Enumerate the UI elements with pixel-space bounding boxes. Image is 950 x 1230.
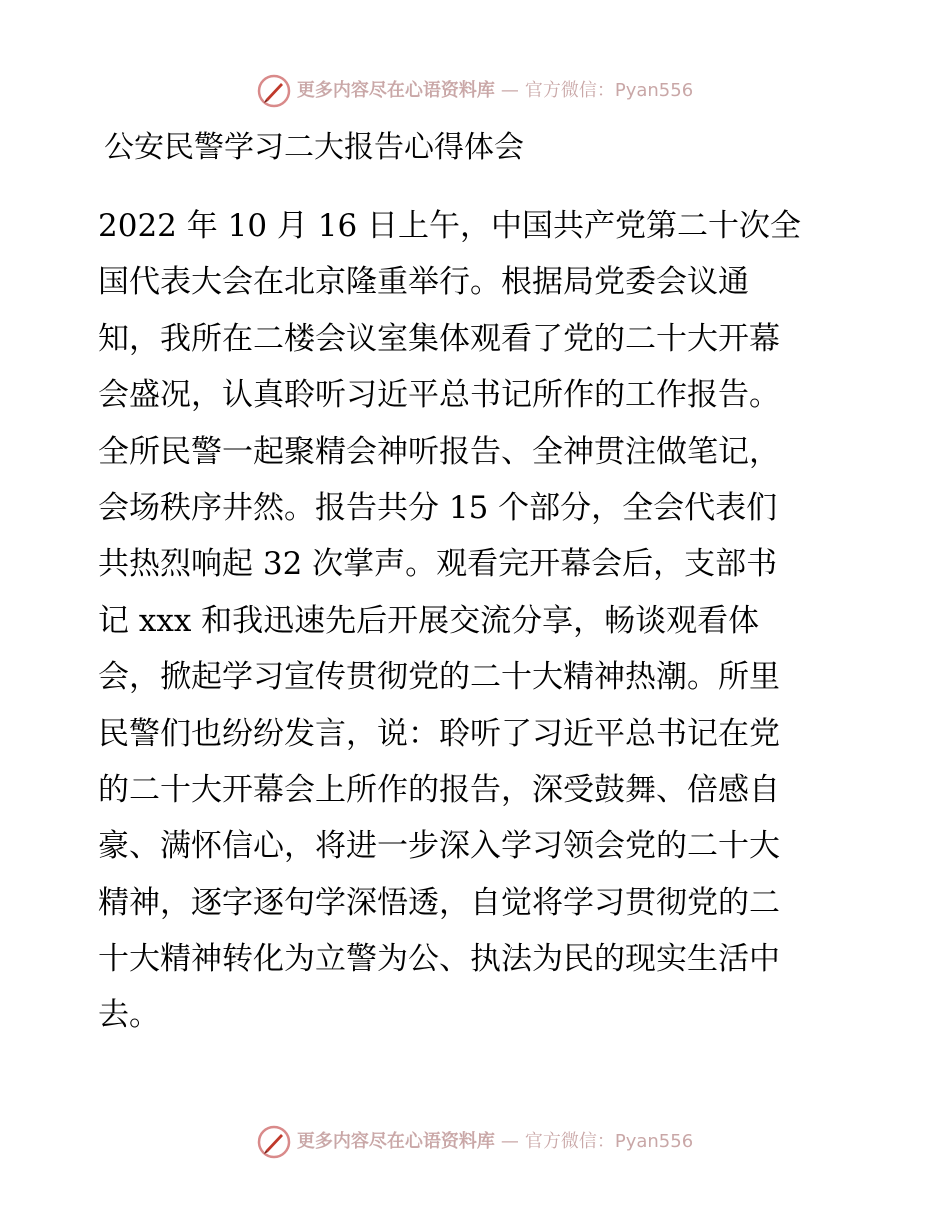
- watermark-separator: —: [500, 80, 519, 101]
- body-line: 去。: [98, 997, 160, 1034]
- body-line: 记 xxx 和我迅速先后开展交流分享，畅谈观看体: [98, 602, 760, 639]
- body-line: 民警们也纷纷发言，说：聆听了习近平总书记在党: [98, 715, 780, 752]
- quill-logo-icon: [257, 1125, 291, 1159]
- body-line: 豪、满怀信心，将进一步深入学习领会党的二十大: [98, 828, 780, 865]
- body-line: 的二十大开幕会上所作的报告，深受鼓舞、倍感自: [98, 771, 780, 808]
- watermark-wechat-text: 官方微信：Pyan556: [524, 1131, 694, 1152]
- body-line: 共热烈响起 32 次掌声。观看完开幕会后，支部书: [98, 546, 778, 583]
- body-line: 2022 年 10 月 16 日上午，中国共产党第二十次全: [98, 208, 802, 244]
- body-line: 全所民警一起聚精会神听报告、全神贯注做笔记，: [98, 433, 780, 470]
- body-line: 会，掀起学习宣传贯彻党的二十大精神热潮。所里: [98, 659, 780, 696]
- watermark-banner-bottom: [0, 1125, 950, 1159]
- body-line: 会盛况，认真聆听习近平总书记所作的工作报告。: [98, 377, 780, 414]
- watermark-banner-top: [0, 74, 950, 108]
- quill-logo-icon: [257, 74, 291, 108]
- document-title: 公安民警学习二大报告心得体会: [104, 130, 524, 165]
- body-line: 会场秩序井然。报告共分 15 个部分，全会代表们: [98, 489, 778, 526]
- body-line: 知，我所在二楼会议室集体观看了党的二十大开幕: [98, 320, 780, 357]
- document-body: [98, 198, 850, 1044]
- watermark-brand-text: 更多内容尽在心语资料库: [296, 1131, 495, 1152]
- watermark-separator: —: [500, 1131, 519, 1152]
- body-line: 十大精神转化为立警为公、执法为民的现实生活中: [98, 941, 780, 978]
- body-line: 国代表大会在北京隆重举行。根据局党委会议通: [98, 264, 749, 301]
- body-line: 精神，逐字逐句学深悟透，自觉将学习贯彻党的二: [98, 884, 780, 921]
- watermark-wechat-text: 官方微信：Pyan556: [524, 80, 694, 101]
- watermark-brand-text: 更多内容尽在心语资料库: [296, 80, 495, 101]
